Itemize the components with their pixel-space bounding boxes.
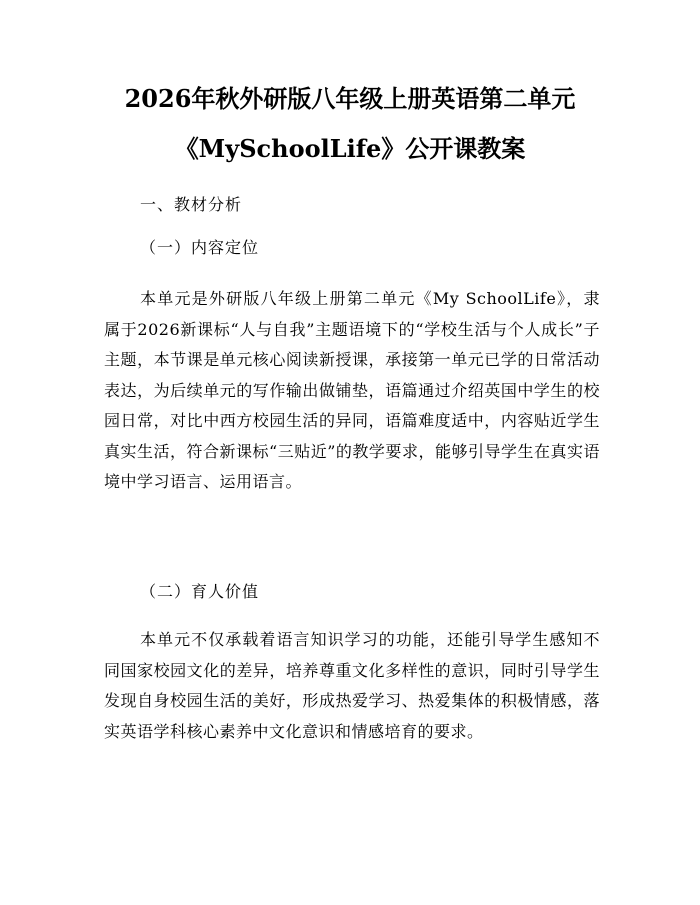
section-heading-textbook-analysis: 一、教材分析 <box>140 195 243 214</box>
subsection-heading-educational-value: （二）育人价值 <box>140 582 260 601</box>
document-title-line2: 《MySchoolLife》公开课教案 <box>174 134 526 163</box>
subsection-heading-content-positioning: （一）内容定位 <box>140 238 260 257</box>
educational-value-paragraph: 本单元不仅承载着语言知识学习的功能，还能引导学生感知不同国家校园文化的差异，培养尊重文化多样性的意识，同时引导学生发现自身校园生活的美好，形成热爱学习、热爱集体的积极情感，落实英语学科核心素养中文化意识和情感培育的要求。 <box>104 630 600 741</box>
document-title-line1: 2026年秋外研版八年级上册英语第二单元 <box>124 84 576 113</box>
content-positioning-paragraph: 本单元是外研版八年级上册第二单元《My SchoolLife》，隶属于2026新课标“人与自我”主题语境下的“学校生活与个人成长”子主题，本节课是单元核心阅读新授课，承接第一单元已学的日常活动表达，为后续单元的写作输出做铺垫，语篇通过介绍英国中学生的校园日常，对比中西方校园生活的异同，语篇难度适中，内容贴近学生真实生活，符合新课标“三贴近”的教学要求，能够引导学生在真实语境中学习语言、运用语言。 <box>104 289 600 491</box>
